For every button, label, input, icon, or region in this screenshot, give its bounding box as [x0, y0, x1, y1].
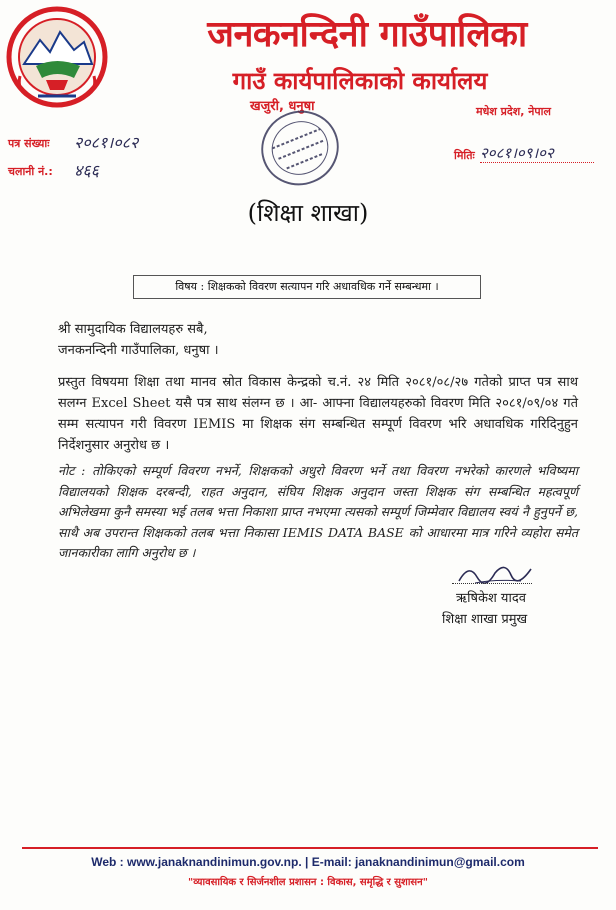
office-address: खजुरी, धनुषा [250, 99, 315, 114]
date-value: २०८१।०९।०२ [480, 144, 554, 162]
province-address: मधेश प्रदेश, नेपाल [476, 105, 551, 118]
signature-icon [455, 559, 535, 589]
letter-number-label: पत्र संख्याः [8, 137, 50, 150]
footer-motto: "व्यावसायिक र सिर्जनशील प्रशासन : विकास, समृद्धि र सुशासन" [188, 877, 428, 888]
footer-contact: Web : www.janaknandinimun.gov.np. | E-mail: janaknandinimun@gmail.com [91, 855, 525, 869]
date-underline [480, 162, 594, 163]
signatory-title: शिक्षा शाखा प्रमुख [442, 612, 528, 627]
addressee-line-2: जनकनन्दिनी गाउँपालिका, धनुषा । [58, 343, 219, 358]
body-paragraph: प्रस्तुत विषयमा शिक्षा तथा मानव स्रोत विकास केन्द्रको च.नं. २४ मिति २०८१/०८/२७ गतेको प्राप्त पत्र साथ सलग्न Excel Sheet यसै पत्र साथ संलग्न छ । आ- आफ्ना विद्यालयहरुको विवरण मिति २०८१/०९/०४ गते सम्म सत्यापन गरी विवरण IEMIS मा शिक्षक संग सम्बन्धित सम्पूर्ण विवरण भरि अधावधिक गरिदिनुहुन निर्देशनुसार अनुरोध छ । [58, 375, 578, 453]
signatory-name: ऋषिकेश यादव [456, 591, 526, 606]
signature-line [452, 583, 532, 584]
org-name: जनकनन्दिनी गाउँपालिका [207, 14, 527, 55]
nepal-emblem-icon [2, 4, 112, 110]
section-title: (शिक्षा शाखा) [247, 199, 369, 227]
letter-number-value: २०८१।०८२ [74, 133, 139, 152]
office-stamp-icon [240, 98, 360, 198]
note-paragraph: नोट : तोकिएको सम्पूर्ण विवरण नभर्ने, शिक्षकको अधुरो विवरण भर्ने तथा विवरण नभरेको कारणले भविष्यमा विद्यालयको शिक्षक दरबन्दी, राहत अनुदान, संघिय शिक्षक अनुदान जस्ता शिक्षक संग सम्बन्धित महत्वपूर्ण अभिलेखमा कुनै समस्या भई तलब भत्ता निकाशा प्राप्त नभएमा त्यसको सम्पूर्ण जिम्मेवार विद्यालय स्वयं नै हुनुपर्ने छ, साथै अब उपरान्त शिक्षकको तलब भत्ता निकासा IEMIS DATA BASE को आधारमा मात्र गरिने व्यहोरा समेत जानकारीका लागि अनुरोध छ । [58, 463, 578, 560]
office-name: गाउँ कार्यपालिकाको कार्यालय [232, 67, 488, 95]
addressee-line-1: श्री सामुदायिक विद्यालयहरु सबै, [58, 322, 208, 337]
dispatch-number-label: चलानी नं.: [8, 165, 53, 178]
subject-line: विषय : शिक्षकको विवरण सत्यापन गरि अधावधिक गर्ने सम्बन्धमा । [133, 275, 481, 299]
footer-divider [22, 847, 598, 849]
date-label: मितिः [454, 149, 475, 162]
dispatch-number-value: ४६६ [74, 161, 99, 180]
